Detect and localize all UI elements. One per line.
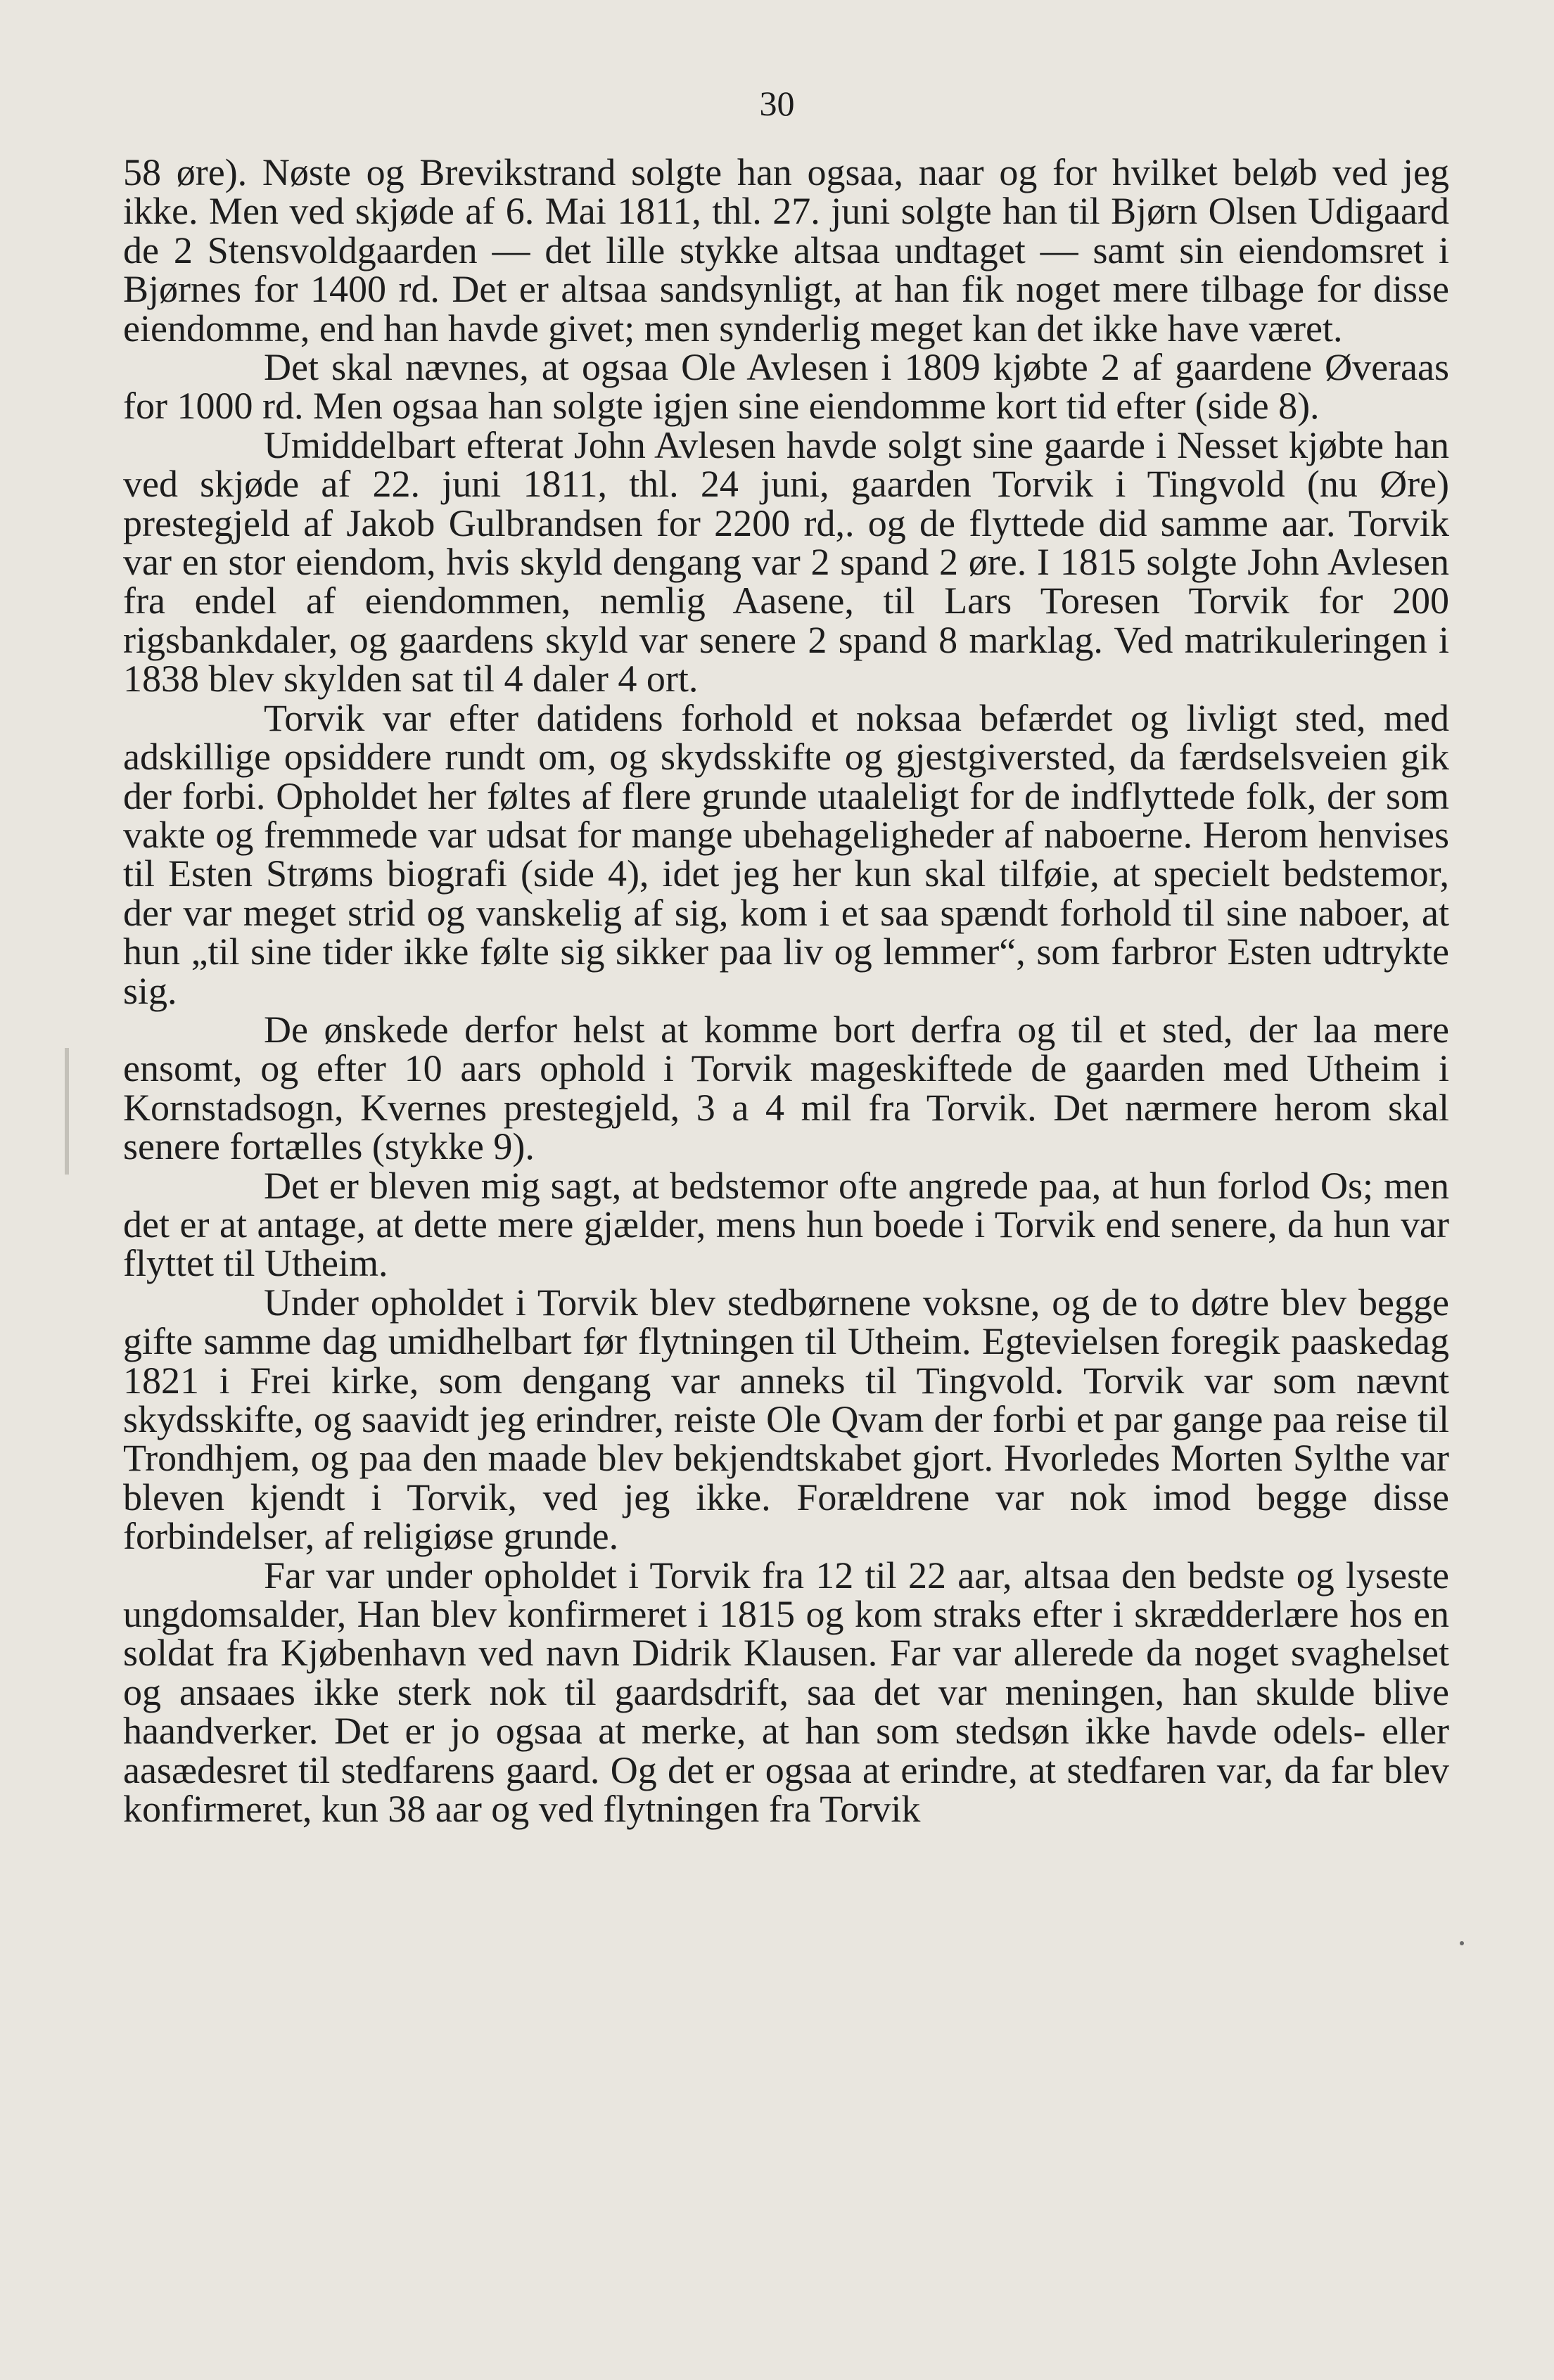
paragraph-1: 58 øre). Nøste og Brevikstrand solgte han ogsaa, naar og for hvilket beløb ved jeg ikke. Men ved skjøde af 6. Mai 1811, thl. 27. juni solgte han til Bjørn Olsen Udigaard de 2 Stensvoldgaarden — det lille stykke altsaa undtaget — samt sin eiendomsret i Bjørnes for 1400 rd. Det er altsaa sandsynligt, at han fik noget mere tilbage for disse eiendomme, end han havde givet; men synderlig meget kan det ikke have været. [123, 151, 1449, 350]
paragraph-3: Umiddelbart efterat John Avlesen havde solgt sine gaarde i Nesset kjøbte han ved skjøde af 22. juni 1811, thl. 24 juni, gaarden Torvik i Tingvold (nu Øre) prestegjeld af Jakob Gulbrandsen for 2200 rd,. og de flyttede did samme aar. Torvik var en stor eiendom, hvis skyld dengang var 2 spand 2 øre. I 1815 solgte John Avlesen fra endel af eiendommen, nemlig Aasene, til Lars Toresen Torvik for 200 rigsbankdaler, og gaardens skyld var senere 2 spand 8 marklag. Ved matrikuleringen i 1838 blev skylden sat til 4 daler 4 ort. [123, 423, 1449, 700]
margin-mark [65, 1048, 69, 1175]
paragraph-5: De ønskede derfor helst at komme bort derfra og til et sted, der laa mere ensomt, og efter 10 aars ophold i Torvik mageskiftede de gaarden med Utheim i Kornstadsogn, Kvernes prestegjeld, 3 a 4 mil fra Torvik. Det nærmere herom skal senere fortælles (stykke 9). [123, 1008, 1449, 1168]
margin-dot [1460, 1941, 1464, 1945]
page-number: 30 [759, 84, 795, 123]
paragraph-2: Det skal nævnes, at ogsaa Ole Avlesen i 1809 kjøbte 2 af gaardene Øveraas for 1000 rd. Men ogsaa han solgte igjen sine eiendomme kort tid efter (side 8). [123, 346, 1449, 428]
paragraph-4: Torvik var efter datidens forhold et noksaa befærdet og livligt sted, med adskillige opsiddere rundt om, og skydsskifte og gjestgiversted, da færdselsveien gik der forbi. Opholdet her føltes af flere grunde utaaleligt for de indflyttede folk, der som vakte og fremmede var udsat for mange ubehageligheder af naboerne. Herom henvises til Esten Strøms biografi (side 4), idet jeg her kun skal tilføie, at specielt bedstemor, der var meget strid og vanskelig af sig, kom i et saa spændt forhold til sine naboer, at hun „til sine tider ikke følte sig sikker paa liv og lemmer“, som farbror Esten udtrykte sig. [123, 696, 1449, 1012]
paragraph-8: Far var under opholdet i Torvik fra 12 til 22 aar, altsaa den bedste og lyseste ungdomsalder, Han blev konfirmeret i 1815 og kom straks efter i skrædderlære hos en soldat fra Kjøbenhavn ved navn Didrik Klausen. Far var allerede da noget svaghelset og ansaaes ikke sterk nok til gaardsdrift, saa det var meningen, han skulde blive haandverker. Det er jo ogsaa at merke, at han som stedsøn ikke havde odels- eller aasædesret til stedfarens gaard. Og det er ogsaa at erindre, at stedfaren var, da far blev konfirmeret, kun 38 aar og ved flytningen fra Torvik [123, 1554, 1449, 1831]
paragraph-7: Under opholdet i Torvik blev stedbørnene voksne, og de to døtre blev begge gifte samme dag umidhelbart før flytningen til Utheim. Egtevielsen foregik paaskedag 1821 i Frei kirke, som dengang var anneks til Tingvold. Torvik var som nævnt skydsskifte, og saavidt jeg erindrer, reiste Ole Qvam der forbi et par gange paa reise til Trondhjem, og paa den maade blev bekjendtskabet gjort. Hvorledes Morten Sylthe var bleven kjendt i Torvik, ved jeg ikke. Forældrene var nok imod begge disse forbindelser, af religiøse grunde. [123, 1281, 1449, 1558]
paragraph-6: Det er bleven mig sagt, at bedstemor ofte angrede paa, at hun forlod Os; men det er at antage, at dette mere gjælder, mens hun boede i Torvik end senere, da hun var flyttet til Utheim. [123, 1164, 1449, 1285]
body-text [123, 153, 1449, 1829]
